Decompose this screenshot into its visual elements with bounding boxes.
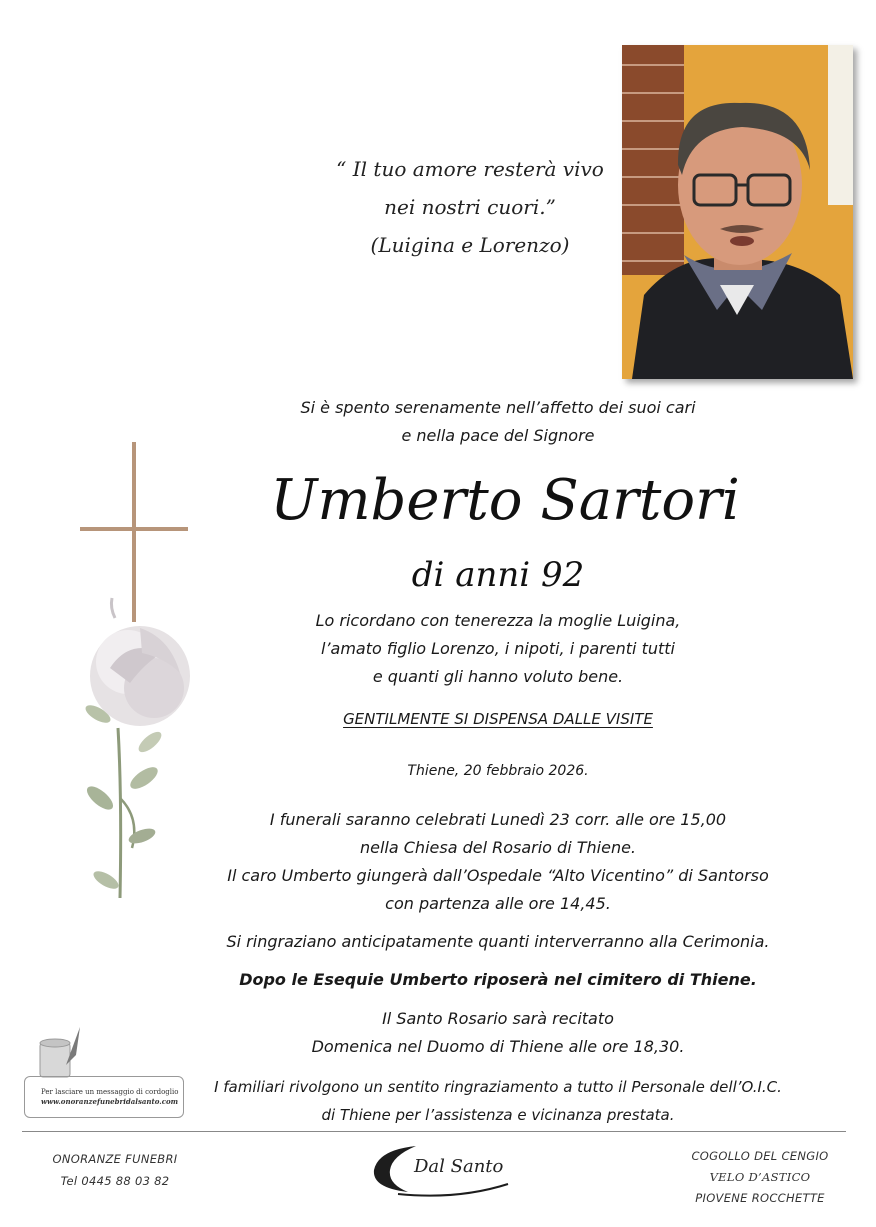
burial-info: Dopo le Esequie Umberto riposerà nel cimitero di Thiene. (239, 970, 757, 989)
footer-location-1: COGOLLO DEL CENGIO (691, 1149, 829, 1163)
footer-logo-text: Dal Santo (414, 1156, 504, 1177)
rosary-line-2: Domenica nel Duomo di Thiene alle ore 18,30. (311, 1037, 685, 1056)
condolence-message-box[interactable] (24, 1076, 184, 1118)
rosary-line-1: Il Santo Rosario sarà recitato (382, 1009, 614, 1028)
rosary-info (196, 1005, 800, 1061)
mourners-line-2: l’amato figlio Lorenzo, i nipoti, i parenti tutti (321, 639, 675, 658)
funeral-line-1: I funerali saranno celebrati Lunedì 23 corr. alle ore 15,00 (269, 810, 727, 829)
footer-agency-name: ONORANZE FUNEBRI (52, 1152, 178, 1166)
thanks-staff (196, 1073, 800, 1129)
condolence-line-1: Per lasciare un messaggio di cordoglio (41, 1088, 179, 1096)
deceased-name: Umberto Sartori (270, 468, 740, 533)
footer-location-3: PIOVENE ROCCHETTE (695, 1191, 825, 1205)
memorial-quote (300, 150, 640, 264)
footer-agency-info (20, 1148, 210, 1192)
thanks-ceremony: Si ringraziano anticipatamente quanti interverranno alla Cerimonia. (226, 932, 770, 951)
footer-location-2: VELO D’ASTICO (709, 1170, 811, 1184)
mourners-line-1: Lo ricordano con tenerezza la moglie Luigina, (315, 611, 681, 630)
no-visits-text: GENTILMENTE SI DISPENSA DALLE VISITE (343, 710, 653, 728)
intro-text (230, 394, 766, 450)
mourners-line-3: e quanti gli hanno voluto bene. (372, 667, 624, 686)
intro-line-1: Si è spento serenamente nell’affetto dei suoi cari (300, 398, 696, 417)
intro-line-2: e nella pace del Signore (401, 426, 595, 445)
thanks-staff-line-2: di Thiene per l’assistenza e vicinanza prestata. (321, 1106, 675, 1124)
mourners-text (200, 607, 796, 691)
funeral-line-4: con partenza alle ore 14,45. (385, 894, 611, 913)
footer-locations (660, 1146, 860, 1209)
funeral-info (196, 806, 800, 918)
quote-line-1: “ Il tuo amore resterà vivo (336, 157, 604, 181)
scroll-quill-icon (36, 1025, 86, 1079)
condolence-website-link[interactable]: www.onoranzefunebridalsanto.com (41, 1097, 179, 1106)
portrait-photo (622, 45, 853, 379)
thanks-staff-line-1: I familiari rivolgono un sentito ringraziamento a tutto il Personale dell’O.I.C. (214, 1078, 782, 1096)
funeral-line-3: Il caro Umberto giungerà dall’Ospedale “Alto Vicentino” di Santorso (227, 866, 769, 885)
footer-divider (22, 1131, 846, 1132)
quote-line-3: (Luigina e Lorenzo) (370, 233, 570, 257)
footer-phone: Tel 0445 88 03 82 (60, 1174, 170, 1188)
no-visits-notice (200, 708, 796, 730)
cross-rose-icon (70, 438, 210, 908)
place-date: Thiene, 20 febbraio 2026. (407, 763, 589, 779)
funeral-line-2: nella Chiesa del Rosario di Thiene. (359, 838, 637, 857)
deceased-age: di anni 92 (411, 555, 585, 595)
quote-line-2: nei nostri cuori.” (384, 195, 556, 219)
